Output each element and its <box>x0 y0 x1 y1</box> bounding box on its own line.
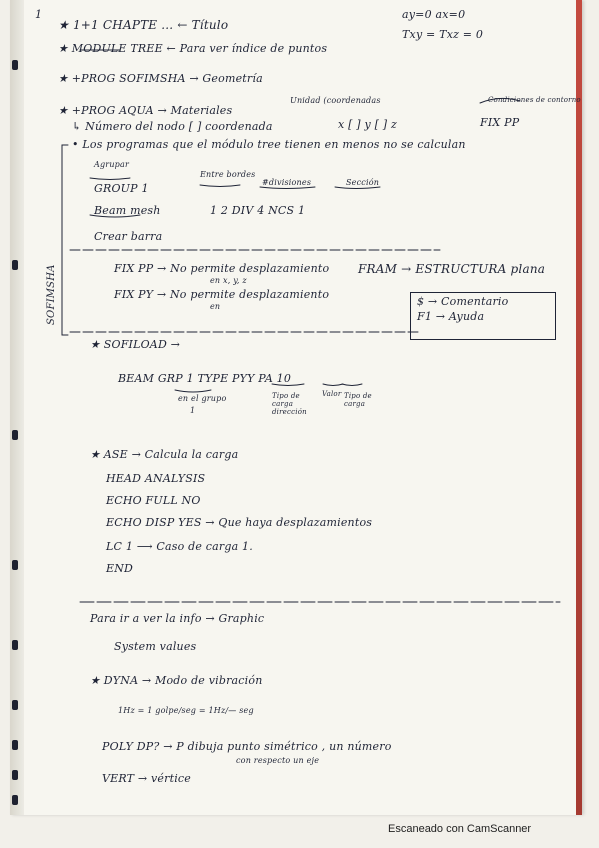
note-xyz: x [ ] y [ ] z <box>338 118 397 131</box>
underline <box>200 185 240 187</box>
note-programas: • Los programas que el módulo tree tienen en menos no se calculan <box>72 138 466 151</box>
brace-mark <box>323 384 343 386</box>
note-prog-aqua: ★ +PROG AQUA → Materiales <box>58 104 233 117</box>
sofimsha-bracket <box>62 145 68 335</box>
ase-line: ECHO DISP YES → Que haya desplazamientos <box>106 516 373 529</box>
valor-label: Valor <box>322 390 342 398</box>
brace-mark <box>175 390 211 392</box>
fram-line: FRAM → ESTRUCTURA plana <box>358 262 546 276</box>
grupo-num: 1 <box>190 406 196 415</box>
underline <box>90 178 130 180</box>
tipo-de-carga: Tipo de carga <box>344 392 372 408</box>
page-mark: 1 <box>35 8 43 21</box>
note-module-tree: ★ MODULE TREE ← Para ver índice de puntos <box>58 42 328 55</box>
scanner-watermark: Escaneado con CamScanner <box>388 823 532 835</box>
ase-line: ECHO FULL NO <box>106 494 201 507</box>
agrupar-label: Agrupar <box>94 160 129 169</box>
system-values: System values <box>114 640 197 653</box>
note-numero-nodo: ↳ Número del nodo [ ] coordenada <box>72 120 273 133</box>
formula-bottom: Txy = Txz = 0 <box>402 28 484 41</box>
beam-values: 1 2 DIV 4 NCS 1 <box>210 204 306 217</box>
group-row: GROUP 1 <box>94 182 149 195</box>
note-unidad: Unidad (coordenadas <box>290 96 381 105</box>
legend-ayuda: F1 → Ayuda <box>417 310 485 323</box>
poly-line: POLY DP? → P dibuja punto simétrico , un número <box>102 740 392 753</box>
ase-title: ★ ASE → Calcula la carga <box>90 448 239 461</box>
formula-top: ay=0 ax=0 <box>402 8 466 21</box>
ase-line: HEAD ANALYSIS <box>106 472 206 485</box>
crear-barra: Crear barra <box>94 230 163 243</box>
beam-mesh-row: Beam mesh <box>94 204 161 217</box>
legend-comentario: $ → Comentario <box>417 295 509 308</box>
col-divisiones: #divisiones <box>262 178 312 187</box>
hz-line: 1Hz = 1 golpe/seg = 1Hz/— seg <box>118 706 254 715</box>
vert-line: VERT → vértice <box>102 772 192 785</box>
brace-mark <box>342 384 362 386</box>
sofiload-beam-line: BEAM GRP 1 TYPE PYY PA 10 <box>118 372 292 385</box>
underline <box>335 187 380 189</box>
fix-pp-sub: en x, y, z <box>210 276 247 285</box>
note-fix-pp: FIX PP <box>480 116 520 129</box>
tipo-carga-direccion: Tipo de carga dirección <box>272 392 307 416</box>
ase-line: LC 1 ⟶ Caso de carga 1. <box>106 540 253 553</box>
note-condiciones: Condiciones de contorno <box>488 96 581 104</box>
legend-box <box>410 292 556 340</box>
fix-pp-line: FIX PP → No permite desplazamiento <box>114 262 330 275</box>
dyna-line: ★ DYNA → Modo de vibración <box>90 674 263 687</box>
poly-line-2: con respecto un eje <box>236 756 320 765</box>
scanned-notebook-page <box>10 0 582 815</box>
ase-line: END <box>106 562 134 575</box>
en-grupo: en el grupo <box>178 394 227 403</box>
sofiload-title: ★ SOFILOAD → <box>90 338 181 351</box>
underline <box>260 187 315 189</box>
col-seccion: Sección <box>346 178 380 187</box>
note-prog-sofimsha: ★ +PROG SOFIMSHA → Geometría <box>58 72 263 85</box>
fix-py-sub: en <box>210 302 221 311</box>
col-entre-bordes: Entre bordes <box>200 170 256 179</box>
sofimsha-side-label: SOFIMSHA <box>46 264 57 325</box>
fix-py-line: FIX PY → No permite desplazamiento <box>114 288 330 301</box>
graphic-line: Para ir a ver la info → Graphic <box>90 612 265 625</box>
chapter-line: ★ 1+1 CHAPTE ... ← Título <box>58 18 229 32</box>
